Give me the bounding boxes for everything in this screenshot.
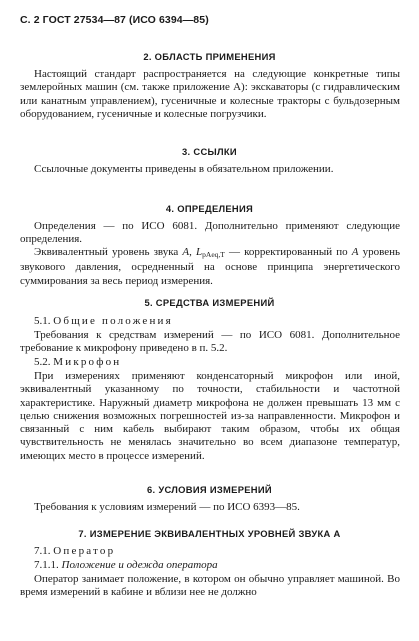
section-4-definition: Эквивалентный уровень звука A, LpAeq,T — корректированный по A уровень звукового давления, осредненный на основе принципа энергетического суммирования за весь период измерения. (20, 246, 400, 287)
subsection-5-1-text: Требования к средствам измерений — по ИСО 6081. Дополнительное требование к микрофону приведено в п. 5.2. (20, 329, 400, 355)
subsection-7-1-1-heading: 7.1.1. Положение и одежда оператора (34, 559, 218, 571)
section-3-heading: 3. ССЫЛКИ (182, 146, 237, 157)
section-7-heading: 7. ИЗМЕРЕНИЕ ЭКВИВАЛЕНТНЫХ УРОВНЕЙ ЗВУКА A (78, 528, 341, 539)
subsection-5-2-heading: 5.2. Микрофон (34, 356, 122, 368)
page-header: С. 2 ГОСТ 27534—87 (ИСО 6394—85) (20, 14, 209, 26)
subsection-5-2-text: При измерениях применяют конденсаторный микрофон или иной, эквивалентный указанному по точности, стабильности и частотной характеристике. Наружный диаметр микрофона не должен превышать 13 мм с целью снижения возможных погрешностей из-за направленности. Микрофон и связанный с ним кабель выбирают таким образом, чтобы их общая чувствительность не менялась значительно во всем диапазоне температур, имеющих место в процессе измерений. (20, 370, 400, 462)
section-2-heading: 2. ОБЛАСТЬ ПРИМЕНЕНИЯ (143, 51, 276, 62)
section-5-heading: 5. СРЕДСТВА ИЗМЕРЕНИЙ (144, 297, 275, 308)
section-3-text: Ссылочные документы приведены в обязательном приложении. (34, 163, 334, 175)
section-4-heading: 4. ОПРЕДЕЛЕНИЯ (165, 203, 254, 214)
section-4-text-1: Определения — по ИСО 6081. Дополнительно применяют следующие определения. (20, 220, 400, 246)
section-6-text: Требования к условиям измерений — по ИСО 6393—85. (34, 501, 300, 513)
section-6-heading: 6. УСЛОВИЯ ИЗМЕРЕНИЙ (147, 484, 272, 495)
subsection-7-1-heading: 7.1. Оператор (34, 545, 116, 557)
subsection-5-1-heading: 5.1. Общие положения (34, 315, 173, 327)
section-2-text: Настоящий стандарт распространяется на следующие конкретные типы землеройных машин (см. также приложение А): экскаваторы (с гидравлическим или канатным управлением), гусеничные и колесные тракторы с бульдозерным оборудованием, гусеничные и колесные погрузчики. (20, 68, 400, 120)
subsection-7-1-1-text: Оператор занимает положение, в котором он обычно управляет машиной. Во время измерений в кабине и вблизи нее не должно (20, 573, 400, 599)
